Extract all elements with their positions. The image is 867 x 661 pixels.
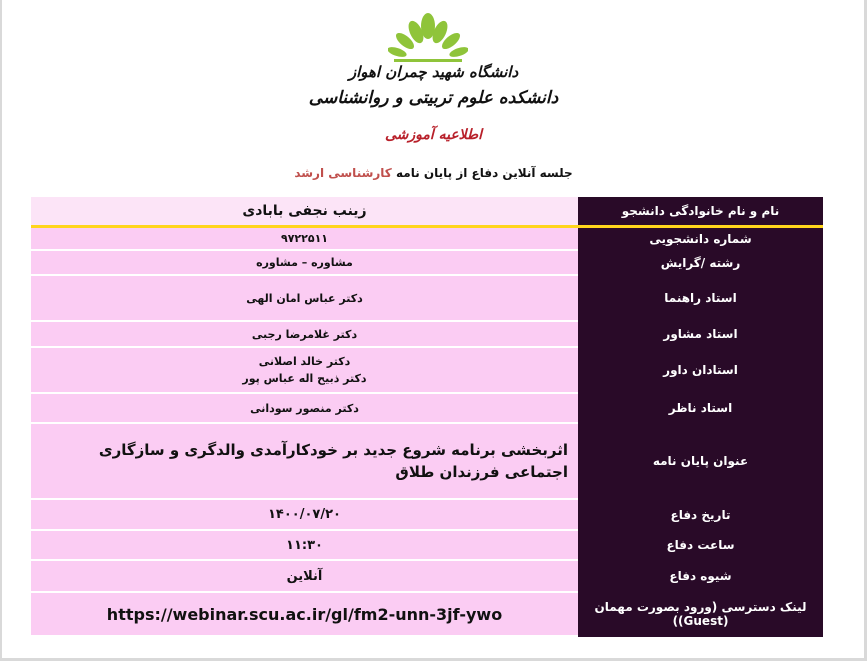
referee-1: دکتر خالد اصلانی <box>258 355 351 368</box>
university-name: دانشگاه شهید چمران اهواز <box>348 63 519 81</box>
defense-info-table <box>31 197 823 637</box>
student-name-label: نام و نام خانوادگی دانشجو <box>578 197 823 226</box>
access-link-label: لینک دسترسی (ورود بصورت مهمان (Guest)) <box>578 592 823 636</box>
defense-date-label: تاریخ دفاع <box>578 499 823 530</box>
major-label: رشته /گرایش <box>578 250 823 275</box>
defense-time-value: ۱۱:۳۰ <box>31 530 578 560</box>
session-title <box>0 166 867 180</box>
row-advisor <box>31 321 823 347</box>
office-name: اطلاعیه آموزشی <box>384 127 483 143</box>
advisor-label: استاد مشاور <box>578 321 823 347</box>
row-observer <box>31 393 823 423</box>
session-title-accent: کارشناسی ارشد <box>294 166 392 180</box>
referee-2: دکتر ذبیح اله عباس پور <box>242 372 367 385</box>
row-defense-date <box>31 499 823 530</box>
supervisor-label: استاد راهنما <box>578 275 823 321</box>
advisor-value: دکتر غلامرضا رجبی <box>31 321 578 347</box>
referees-label: استادان داور <box>578 347 823 393</box>
row-major <box>31 250 823 275</box>
student-name-value: زینب نجفی بابادی <box>31 197 578 226</box>
student-number-label: شماره دانشجویی <box>578 226 823 250</box>
student-number-value: ۹۷۲۲۵۱۱ <box>31 226 578 250</box>
access-link-value[interactable]: https://webinar.scu.ac.ir/gl/fm2-unn-3jf-ywo <box>31 592 578 636</box>
observer-label: استاد ناظر <box>578 393 823 423</box>
faculty-name: دانشکده علوم تربیتی و روانشناسی <box>308 88 559 108</box>
thesis-title-value: اثربخشی برنامه شروع جدید بر خودکارآمدی والدگری و سازگاری اجتماعی فرزندان طلاق <box>31 423 578 499</box>
row-student-name <box>31 197 823 226</box>
defense-mode-value: آنلاین <box>31 560 578 592</box>
observer-value: دکتر منصور سودانی <box>31 393 578 423</box>
major-value: مشاوره – مشاوره <box>31 250 578 275</box>
row-access-link <box>31 592 823 636</box>
defense-time-label: ساعت دفاع <box>578 530 823 560</box>
row-defense-mode <box>31 560 823 592</box>
row-defense-time <box>31 530 823 560</box>
referees-value <box>31 347 578 393</box>
row-referees <box>31 347 823 393</box>
row-supervisor <box>31 275 823 321</box>
session-title-main: جلسه آنلاین دفاع از پایان نامه <box>395 166 573 180</box>
university-logo-icon <box>388 12 468 64</box>
defense-date-value: ۱۴۰۰/۰۷/۲۰ <box>31 499 578 530</box>
defense-mode-label: شیوه دفاع <box>578 560 823 592</box>
row-thesis-title <box>31 423 823 499</box>
row-student-number <box>31 226 823 250</box>
thesis-title-label: عنوان پایان نامه <box>578 423 823 499</box>
supervisor-value: دکتر عباس امان الهی <box>31 275 578 321</box>
